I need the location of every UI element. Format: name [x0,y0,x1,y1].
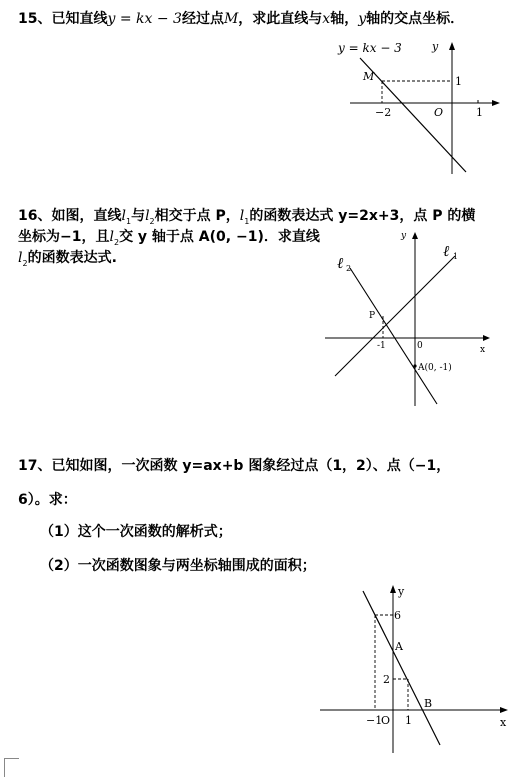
q17-fig-origin: O [381,714,391,727]
q15-x: x [322,11,331,27]
q16-l1b-sym: l [239,208,245,224]
q16-l3-a: 的函数表达式. [27,250,117,266]
q15-text-1: 已知直线 [51,11,108,27]
q17-fig-2: 2 [383,673,390,686]
q15-text-5: 轴的交点坐标． [366,11,465,27]
q16-l2-sym: l [145,208,150,224]
q15-fig-equation: y = kx − 3 [338,41,402,55]
q16-figure [325,228,490,408]
q16-y-arrow [412,232,418,239]
q17-figure [320,583,510,755]
q17-fig-b: B [424,697,433,710]
q15-text-4: 轴， [330,11,359,27]
q16-line3-l2-sym: l [18,250,23,266]
q17-fig-x: x [500,716,507,729]
q16-line-l2 [350,268,437,404]
q16-fig-x: x [480,345,486,355]
q17-sub-2: （2）一次函数图象与两坐标轴围成的面积； [40,558,316,574]
q16-point-a [413,364,416,367]
q15-x-arrow [492,100,500,106]
q16-l1-sub: 1 [125,216,132,226]
q17-fig-6: 6 [394,609,401,622]
q17-fig-y: y [398,585,405,598]
q16-fig-neg1: -1 [377,341,386,351]
q15-number: 15、 [18,11,52,27]
q16-l1-b: 与 [131,208,146,224]
q16-line3-l2-sub: 2 [22,258,28,268]
q15-y: y [358,11,367,27]
q15-y-arrow [449,42,455,50]
q16-l1-c: 相交于点 P， [154,208,240,224]
q16-fig-a: A(0, -1) [418,363,452,373]
q16-l1-a: 16、如图，直线 [18,208,122,224]
q15-fig-origin: O [434,106,444,119]
q15-point-m: M [223,11,239,27]
page-corner-mark [4,758,19,777]
q16-fig-origin: 0 [417,341,423,351]
q15-text-2: 经过点 [181,11,224,27]
q15-fig-x1: 1 [476,106,483,119]
q16-line2-l2-sub: 2 [113,237,120,247]
q17-line-2: 6）。求： [18,492,77,508]
q16-l1-d: 的函数表达式 y=2x+3，点 P 的横 [249,208,476,224]
q17-fig-neg1: −1 [366,714,383,727]
q16-fig-l2: ℓ [337,254,344,272]
q16-line-2 [18,226,320,247]
q16-fig-y: y [401,231,407,241]
q15-figure [330,38,500,178]
q16-l2-a: 坐标为−1，且 [18,229,110,245]
q17-y-arrow [390,585,396,593]
q16-line2-l2-sym: l [109,229,114,245]
q17-x-arrow [500,707,508,713]
q16-l1b-sub: 1 [244,216,250,226]
q16-l1-sym: l [121,208,126,224]
q16-line-3 [18,247,117,268]
q16-fig-l1: ℓ [443,242,450,260]
q17-fig-1: 1 [405,714,412,727]
q16-fig-l2-sub: 2 [346,264,352,273]
q15-equation: y = kx − 3 [107,11,182,27]
q15-text-3: ，求此直线与 [238,11,323,27]
q17-sub-1: （1）这个一次函数的解析式； [40,524,232,540]
q15-fig-neg2: −2 [375,106,392,119]
q16-line-1 [18,205,475,226]
q16-fig-p: P [369,311,376,321]
q15-fig-m: M [363,70,375,83]
q17-fig-a: A [395,640,403,653]
q15-fig-tick-1: 1 [455,75,462,88]
q15-text [18,8,464,28]
q16-l2-b: 交 y 轴于点 A(0, −1)．求直线 [119,229,320,245]
q16-l2-sub: 2 [149,216,155,226]
q16-line-l1 [335,256,455,376]
q17-line-1: 17、已知如图，一次函数 y=ax+b 图象经过点（1，2）、点（−1， [18,458,451,474]
q15-fig-y-label: y [432,40,439,53]
q16-fig-l1-sub: 1 [453,252,459,261]
q16-x-arrow [483,335,490,341]
